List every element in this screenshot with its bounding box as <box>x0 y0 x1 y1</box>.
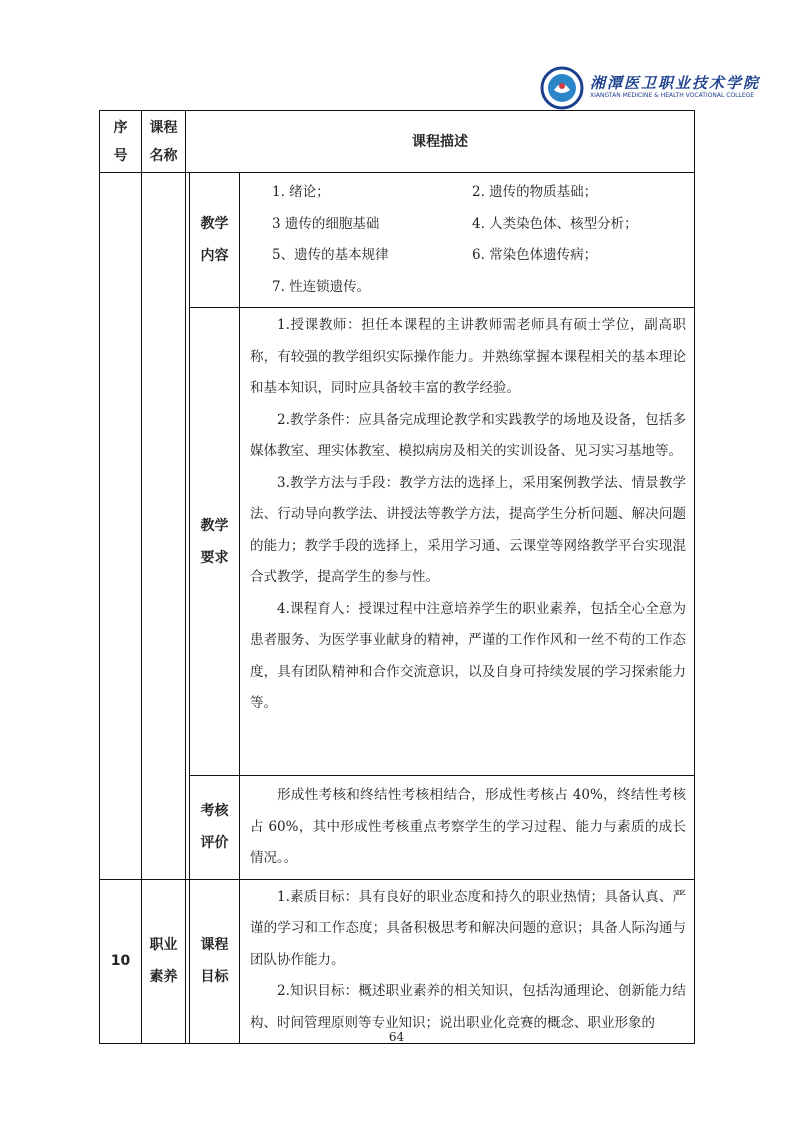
label-assessment: 考核 评价 <box>190 776 240 880</box>
header-course-name: 课程 名称 <box>142 111 186 173</box>
content-item: 6. 常染色体遗传病； <box>472 247 598 263</box>
content-item: 2. 遗传的物质基础； <box>472 184 598 200</box>
college-name-en: XIANGTAN MEDICINE & HEALTH VOCATIONAL COLLEGE <box>590 92 755 99</box>
teaching-content-row <box>100 173 695 308</box>
content-item: 3 遗传的细胞基础 <box>272 215 380 232</box>
assessment-text: 形成性考核和终结性考核相结合，形成性考核占 40%，终结性考核占 60%，其中形成性考核重点考察学生的学习过程、能力与素质的成长情况。。 <box>250 787 686 866</box>
course-name: 职业 素养 <box>142 879 186 1044</box>
seq-cell-empty <box>100 173 142 880</box>
course-objectives-cell <box>240 879 695 1044</box>
teaching-requirements-cell <box>240 308 695 776</box>
course-table <box>99 110 695 1044</box>
name-cell-empty <box>142 173 186 880</box>
college-emblem-icon <box>540 66 584 110</box>
college-logo <box>540 66 761 110</box>
label-teaching-content: 教学 内容 <box>190 173 240 308</box>
page-number: 64 <box>388 1030 405 1044</box>
requirement-paragraph: 3.教学方法与手段：教学方法的选择上，采用案例教学法、情景教学法、行动导向教学法、讲授法等教学方法，提高学生分析问题、解决问题的能力；教学手段的选择上，采用学习通、云课堂等网络教学平台实现混合式教学，提高学生的参与性。 <box>250 474 686 585</box>
content-item: 5、遗传的基本规律 <box>272 247 389 263</box>
requirement-paragraph: 4.课程育人：授课过程中注意培养学生的职业素养，包括全心全意为患者服务、为医学事业献身的精神，严谨的工作作风和一丝不苟的工作态度，具有团队精神和合作交流意识，以及自身可持续发展的学习探索能力等。 <box>250 600 686 711</box>
seq-number: 10 <box>100 879 142 1044</box>
teaching-content-list <box>240 173 694 307</box>
header-course-description: 课程描述 <box>186 111 695 173</box>
content-item: 1. 绪论； <box>272 184 330 200</box>
label-teaching-requirements: 教学 要求 <box>190 308 240 776</box>
requirement-paragraph: 2.教学条件：应具备完成理论教学和实践教学的场地及设备，包括多媒体教室、理实体教室、模拟病房及相关的实训设备、见习实习基地等。 <box>250 411 686 459</box>
course-row-10 <box>100 879 695 1044</box>
requirement-paragraph: 1.授课教师：担任本课程的主讲教师需老师具有硕士学位，副高职称，有较强的教学组织实际操作能力。并熟练掌握本课程相关的基本理论和基本知识，同时应具备较丰富的教学经验。 <box>250 317 686 396</box>
teaching-requirements-row <box>100 308 695 776</box>
objective-paragraph: 2.知识目标：概述职业素养的相关知识，包括沟通理论、创新能力结构、时间管理原则等专业知识；说出职业化竞赛的概念、职业形象的 <box>250 983 686 1031</box>
college-name-cn: 湘潭医卫职业技术学院 <box>590 74 761 92</box>
teaching-content-cell <box>240 173 695 308</box>
content-item: 7. 性连锁遗传。 <box>272 278 371 295</box>
assessment-cell <box>240 776 695 880</box>
label-course-objectives: 课程 目标 <box>190 879 240 1044</box>
header-seq: 序 号 <box>100 111 142 173</box>
header-row <box>100 111 695 173</box>
content-item: 4. 人类染色体、核型分析； <box>472 215 638 232</box>
assessment-row <box>100 776 695 880</box>
objective-paragraph: 1.素质目标：具有良好的职业态度和持久的职业热情；具备认真、严谨的学习和工作态度；具备积极思考和解决问题的意识；具备人际沟通与团队协作能力。 <box>250 888 686 968</box>
